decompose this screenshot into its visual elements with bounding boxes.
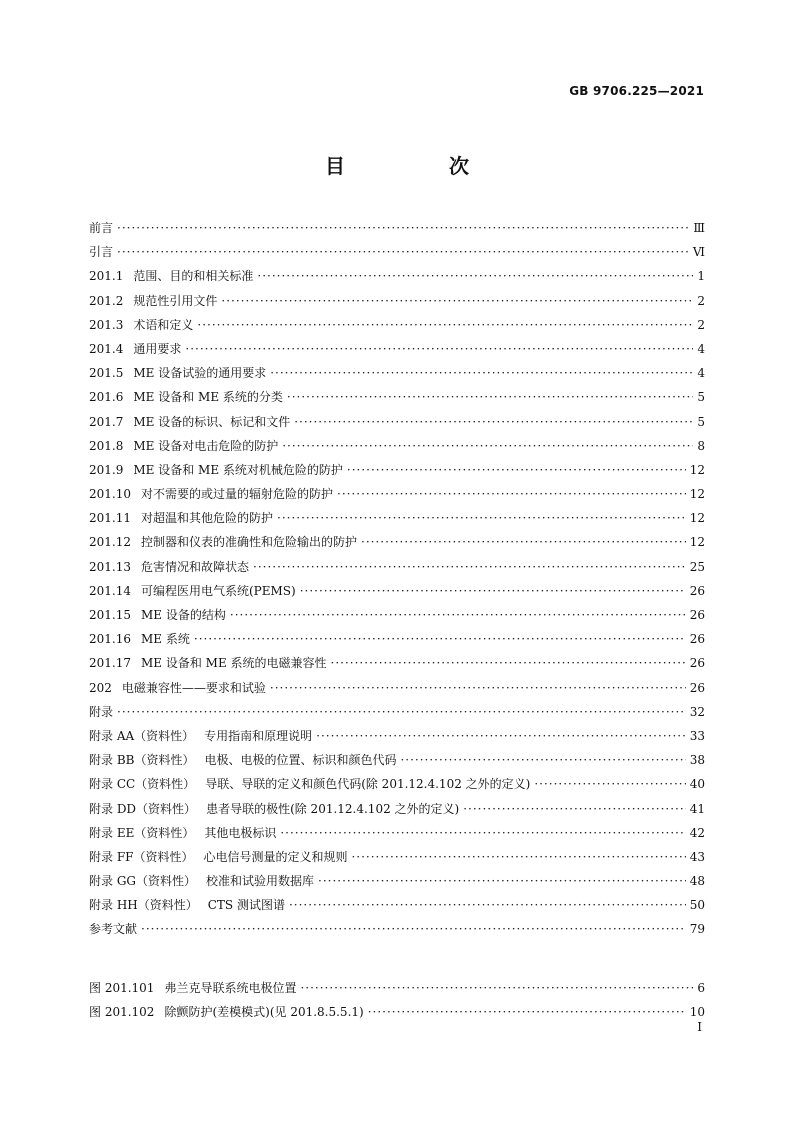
toc-entry-title: 患者导联的极性(除 201.12.4.102 之外的定义) bbox=[206, 801, 460, 816]
toc-entry-page: 25 bbox=[689, 559, 705, 574]
dot-leader bbox=[316, 724, 686, 748]
toc-entry-page: 4 bbox=[697, 341, 705, 356]
toc-entry-page: 38 bbox=[689, 753, 705, 768]
toc-entry-title: 参考文献 bbox=[89, 922, 138, 937]
toc-entry[interactable] bbox=[89, 289, 705, 313]
toc-entry[interactable] bbox=[89, 627, 705, 651]
table-of-contents bbox=[89, 216, 705, 942]
toc-entry-page: 50 bbox=[689, 898, 705, 913]
toc-entry-title: ME 设备对电击危险的防护 bbox=[133, 438, 279, 453]
page-title: 目 次 bbox=[325, 154, 511, 178]
toc-entry-number: 201.15 bbox=[89, 608, 131, 622]
toc-entry-page: 6 bbox=[697, 981, 705, 995]
toc-entry[interactable] bbox=[89, 458, 705, 482]
dot-leader bbox=[400, 748, 685, 772]
toc-entry-number: 202 bbox=[89, 680, 112, 695]
dot-leader bbox=[294, 410, 693, 434]
toc-entry-title: 其他电极标识 bbox=[204, 825, 277, 840]
dot-leader bbox=[117, 240, 689, 264]
dot-leader bbox=[361, 530, 686, 554]
toc-entry-page: 26 bbox=[689, 680, 705, 695]
toc-entry-number: 附录 FF（资料性） bbox=[89, 849, 194, 864]
toc-entry-title: 范围、目的和相关标准 bbox=[133, 269, 254, 284]
toc-entry-page: 33 bbox=[689, 728, 705, 743]
toc-entry-page: 12 bbox=[689, 535, 705, 550]
toc-entry-title: 术语和定义 bbox=[133, 317, 194, 332]
toc-entry-page: 8 bbox=[697, 438, 705, 453]
toc-entry-title: 控制器和仪表的准确性和危险输出的防护 bbox=[141, 535, 358, 550]
toc-entry-title: ME 设备试验的通用要求 bbox=[133, 366, 267, 381]
toc-entry-number: 201.1 bbox=[89, 269, 124, 284]
toc-entry[interactable] bbox=[89, 506, 705, 530]
toc-entry-title: 导联、导联的定义和颜色代码(除 201.12.4.102 之外的定义) bbox=[205, 777, 531, 792]
toc-entry-number: 附录 EE（资料性） bbox=[89, 825, 195, 840]
figure-list bbox=[89, 976, 705, 1024]
toc-entry[interactable] bbox=[89, 845, 705, 869]
toc-entry[interactable] bbox=[89, 869, 705, 893]
toc-entry-number: 201.12 bbox=[89, 535, 131, 550]
toc-entry-page: 79 bbox=[689, 922, 705, 937]
dot-leader bbox=[300, 976, 693, 1000]
toc-entry-page: 4 bbox=[697, 366, 705, 381]
toc-entry-number: 附录 HH（资料性） bbox=[89, 898, 198, 913]
toc-entry-page: 26 bbox=[689, 583, 705, 598]
toc-entry[interactable] bbox=[89, 821, 705, 845]
toc-entry-number: 201.17 bbox=[89, 656, 131, 671]
toc-entry-number: 附录 AA（资料性） bbox=[89, 728, 195, 743]
toc-entry-page: 12 bbox=[689, 487, 705, 502]
toc-entry-page: 5 bbox=[697, 390, 705, 405]
toc-entry-number: 201.3 bbox=[89, 317, 124, 332]
dot-leader bbox=[282, 434, 693, 458]
toc-entry-page: 12 bbox=[689, 511, 705, 526]
toc-entry-title: 通用要求 bbox=[133, 341, 182, 356]
toc-entry-title: 校准和试验用数据库 bbox=[206, 874, 315, 889]
toc-entry[interactable] bbox=[89, 555, 705, 579]
toc-entry-title: 规范性引用文件 bbox=[133, 293, 218, 308]
toc-entry[interactable] bbox=[89, 410, 705, 434]
toc-entry-number: 附录 BB（资料性） bbox=[89, 753, 195, 768]
toc-entry-title: 前言 bbox=[89, 221, 114, 235]
toc-entry-page: 2 bbox=[697, 293, 705, 308]
figure-entry[interactable] bbox=[89, 1000, 705, 1024]
dot-leader bbox=[351, 845, 685, 869]
toc-entry-title: 可编程医用电气系统(PEMS) bbox=[141, 583, 296, 598]
dot-leader bbox=[331, 651, 686, 675]
toc-entry[interactable] bbox=[89, 313, 705, 337]
dot-leader bbox=[270, 676, 686, 700]
toc-entry-title: ME 设备的结构 bbox=[141, 608, 226, 622]
toc-entry-page: 41 bbox=[689, 801, 705, 816]
dot-leader bbox=[117, 700, 686, 724]
dot-leader bbox=[117, 216, 689, 240]
toc-entry-number: 201.14 bbox=[89, 583, 131, 598]
toc-entry-page: 26 bbox=[689, 656, 705, 671]
toc-entry-title: 弗兰克导联系统电极位置 bbox=[164, 981, 297, 995]
dot-leader bbox=[368, 1000, 686, 1024]
toc-entry-title: 电极、电极的位置、标识和颜色代码 bbox=[204, 753, 397, 768]
toc-entry-page: 40 bbox=[689, 777, 705, 792]
toc-entry-number: 201.5 bbox=[89, 366, 124, 381]
toc-entry-title: 危害情况和故障状态 bbox=[141, 559, 250, 574]
toc-entry-title: 引言 bbox=[89, 245, 114, 260]
toc-entry-title: ME 设备的标识、标记和文件 bbox=[133, 414, 291, 429]
toc-entry-page: Ⅵ bbox=[692, 245, 705, 260]
toc-entry-page: 10 bbox=[689, 1005, 705, 1020]
toc-entry[interactable] bbox=[89, 264, 705, 288]
dot-leader bbox=[194, 627, 686, 651]
toc-entry-page: 43 bbox=[689, 849, 705, 864]
toc-entry[interactable] bbox=[89, 917, 705, 941]
toc-entry[interactable] bbox=[89, 724, 705, 748]
dot-leader bbox=[230, 603, 686, 627]
toc-entry-number: 201.9 bbox=[89, 462, 124, 477]
dot-leader bbox=[463, 797, 686, 821]
toc-entry-title: 除颤防护(差模模式)(见 201.8.5.5.1) bbox=[164, 1005, 364, 1020]
toc-entry-title: ME 设备和 ME 系统的分类 bbox=[133, 390, 283, 405]
toc-entry-number: 201.2 bbox=[89, 293, 124, 308]
toc-entry[interactable] bbox=[89, 361, 705, 385]
dot-leader bbox=[277, 506, 686, 530]
toc-entry-page: Ⅲ bbox=[693, 221, 705, 235]
toc-entry[interactable] bbox=[89, 676, 705, 700]
toc-entry-number: 201.11 bbox=[89, 511, 131, 526]
toc-entry-title: 对超温和其他危险的防护 bbox=[141, 511, 274, 526]
toc-entry[interactable] bbox=[89, 216, 705, 240]
dot-leader bbox=[534, 772, 685, 796]
toc-entry-number: 201.6 bbox=[89, 390, 124, 405]
toc-entry-page: 26 bbox=[689, 632, 705, 647]
toc-entry-title: ME 设备和 ME 系统对机械危险的防护 bbox=[133, 462, 343, 477]
toc-entry[interactable] bbox=[89, 434, 705, 458]
figure-entry[interactable] bbox=[89, 976, 705, 1000]
page-number: I bbox=[697, 1020, 702, 1034]
dot-leader bbox=[289, 893, 686, 917]
toc-entry-title: 专用指南和原理说明 bbox=[204, 728, 313, 743]
toc-entry-page: 42 bbox=[689, 825, 705, 840]
toc-entry-page: 32 bbox=[689, 704, 705, 719]
toc-entry[interactable] bbox=[89, 700, 705, 724]
toc-entry[interactable] bbox=[89, 772, 705, 796]
toc-entry-number: 201.8 bbox=[89, 438, 124, 453]
toc-entry-page: 5 bbox=[697, 414, 705, 429]
toc-entry-number: 图 201.101 bbox=[89, 981, 155, 995]
toc-entry[interactable] bbox=[89, 893, 705, 917]
toc-entry-number: 201.13 bbox=[89, 559, 131, 574]
toc-entry-number: 201.16 bbox=[89, 632, 131, 647]
toc-entry[interactable] bbox=[89, 579, 705, 603]
toc-entry-number: 图 201.102 bbox=[89, 1005, 155, 1020]
toc-entry-number: 201.10 bbox=[89, 487, 131, 502]
toc-entry-page: 26 bbox=[689, 608, 705, 622]
dot-leader bbox=[280, 821, 685, 845]
dot-leader bbox=[221, 289, 693, 313]
dot-leader bbox=[253, 555, 686, 579]
toc-entry-number: 附录 GG（资料性） bbox=[89, 874, 196, 889]
dot-leader bbox=[141, 917, 686, 941]
standard-code: GB 9706.225—2021 bbox=[569, 84, 704, 98]
dot-leader bbox=[318, 869, 686, 893]
toc-entry[interactable] bbox=[89, 797, 705, 821]
toc-entry-title: ME 系统 bbox=[141, 632, 190, 647]
toc-entry[interactable] bbox=[89, 240, 705, 264]
toc-entry-page: 1 bbox=[697, 269, 705, 284]
dot-leader bbox=[337, 482, 686, 506]
dot-leader bbox=[300, 579, 686, 603]
toc-entry-number: 附录 DD（资料性） bbox=[89, 801, 197, 816]
dot-leader bbox=[270, 361, 693, 385]
toc-entry[interactable] bbox=[89, 385, 705, 409]
toc-entry-title: 附录 bbox=[89, 704, 114, 719]
toc-entry-page: 12 bbox=[689, 462, 705, 477]
toc-entry-number: 201.4 bbox=[89, 341, 124, 356]
dot-leader bbox=[287, 385, 693, 409]
toc-entry[interactable] bbox=[89, 748, 705, 772]
toc-entry-page: 2 bbox=[697, 317, 705, 332]
toc-entry-title: 心电信号测量的定义和规则 bbox=[203, 849, 348, 864]
toc-entry[interactable] bbox=[89, 482, 705, 506]
toc-entry-title: 对不需要的或过量的辐射危险的防护 bbox=[141, 487, 334, 502]
dot-leader bbox=[185, 337, 693, 361]
toc-entry-title: ME 设备和 ME 系统的电磁兼容性 bbox=[141, 656, 327, 671]
dot-leader bbox=[197, 313, 693, 337]
toc-entry-title: 电磁兼容性——要求和试验 bbox=[121, 680, 266, 695]
toc-entry-title: CTS 测试图谱 bbox=[207, 898, 285, 913]
toc-entry[interactable] bbox=[89, 337, 705, 361]
toc-entry-page: 48 bbox=[689, 874, 705, 889]
toc-entry-number: 201.7 bbox=[89, 414, 124, 429]
toc-entry[interactable] bbox=[89, 603, 705, 627]
toc-entry[interactable] bbox=[89, 530, 705, 554]
toc-entry-number: 附录 CC（资料性） bbox=[89, 777, 196, 792]
dot-leader bbox=[347, 458, 686, 482]
dot-leader bbox=[257, 264, 693, 288]
toc-entry[interactable] bbox=[89, 651, 705, 675]
